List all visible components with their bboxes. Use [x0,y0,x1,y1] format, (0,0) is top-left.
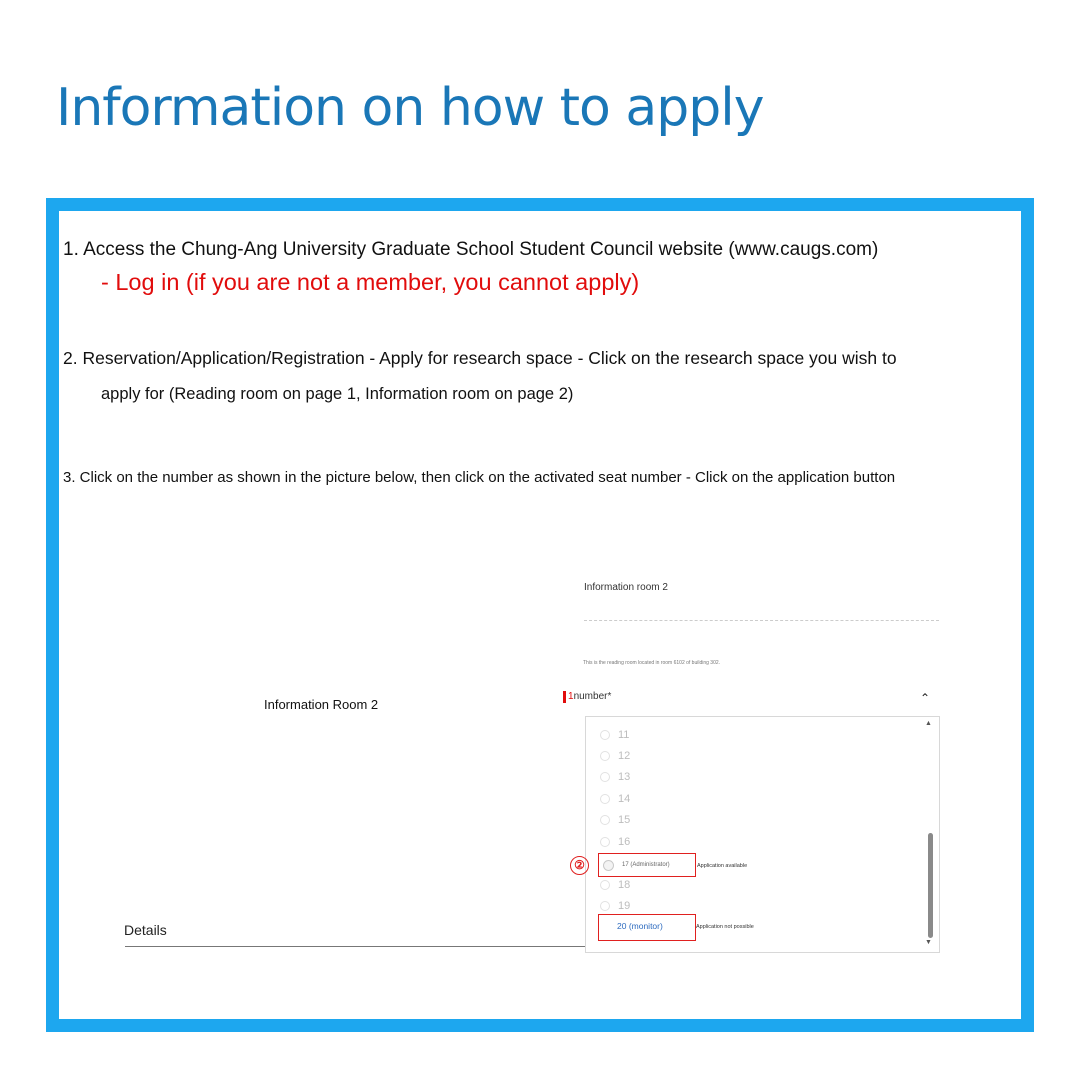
radio-icon [600,837,610,847]
details-divider [125,946,587,947]
room-title: Information room 2 [584,582,668,593]
scroll-down-arrow-icon[interactable]: ▼ [925,939,932,946]
field-label-text: number* [573,691,612,702]
seat-option-11: 11 [600,727,629,743]
seat-option-13: 13 [600,769,630,785]
scrollbar-thumb[interactable] [928,833,933,938]
status-available: Application available [697,863,748,869]
annotation-marker-2: ② [570,856,589,875]
step-2-text: 2. Reservation/Application/Registration - Apply for research space - Click on the research space you wish to [63,348,897,368]
scroll-up-arrow-icon[interactable]: ▲ [925,720,932,727]
highlight-box-seat-17 [598,853,696,877]
login-warning: - Log in (if you are not a member, you cannot apply) [101,269,640,295]
seat-option-18: 18 [600,877,630,893]
instructions-panel [46,198,1034,1032]
step-1-text: 1. Access the Chung-Ang University Graduate School Student Council website (www.caugs.com) [63,239,879,260]
radio-icon [600,772,610,782]
room-description: This is the reading room located in room 6102 of building 302. [583,660,721,666]
seat-option-16: 16 [600,834,630,850]
number-field-label [568,691,611,702]
field-marker-bar [563,691,566,703]
seat-option-20-monitor[interactable]: 20 (monitor) [617,921,663,931]
radio-icon [600,815,610,825]
radio-icon [600,751,610,761]
seat-option-12: 12 [600,748,630,764]
radio-icon [600,794,610,804]
step-3-text: 3. Click on the number as shown in the picture below, then click on the activated seat number - Click on the application button [63,469,896,486]
step-2-text-continued: apply for (Reading room on page 1, Information room on page 2) [101,385,574,403]
details-label: Details [124,922,167,938]
field-marker: 1 [568,691,574,702]
chevron-up-icon[interactable]: ⌃ [919,691,931,705]
radio-icon [600,730,610,740]
room-name-label: Information Room 2 [264,697,379,712]
seat-option-14: 14 [600,791,630,807]
radio-icon [600,880,610,890]
seat-option-15: 15 [600,812,630,828]
page-title: Information on how to apply [56,78,764,138]
dashed-divider [584,620,939,621]
seat-option-19: 19 [600,898,630,914]
seat-option-17-administrator[interactable]: 17 (Administrator) [603,857,670,873]
status-not-possible: Application not possible [696,924,754,930]
highlight-box-seat-20 [598,914,696,941]
radio-icon [600,901,610,911]
